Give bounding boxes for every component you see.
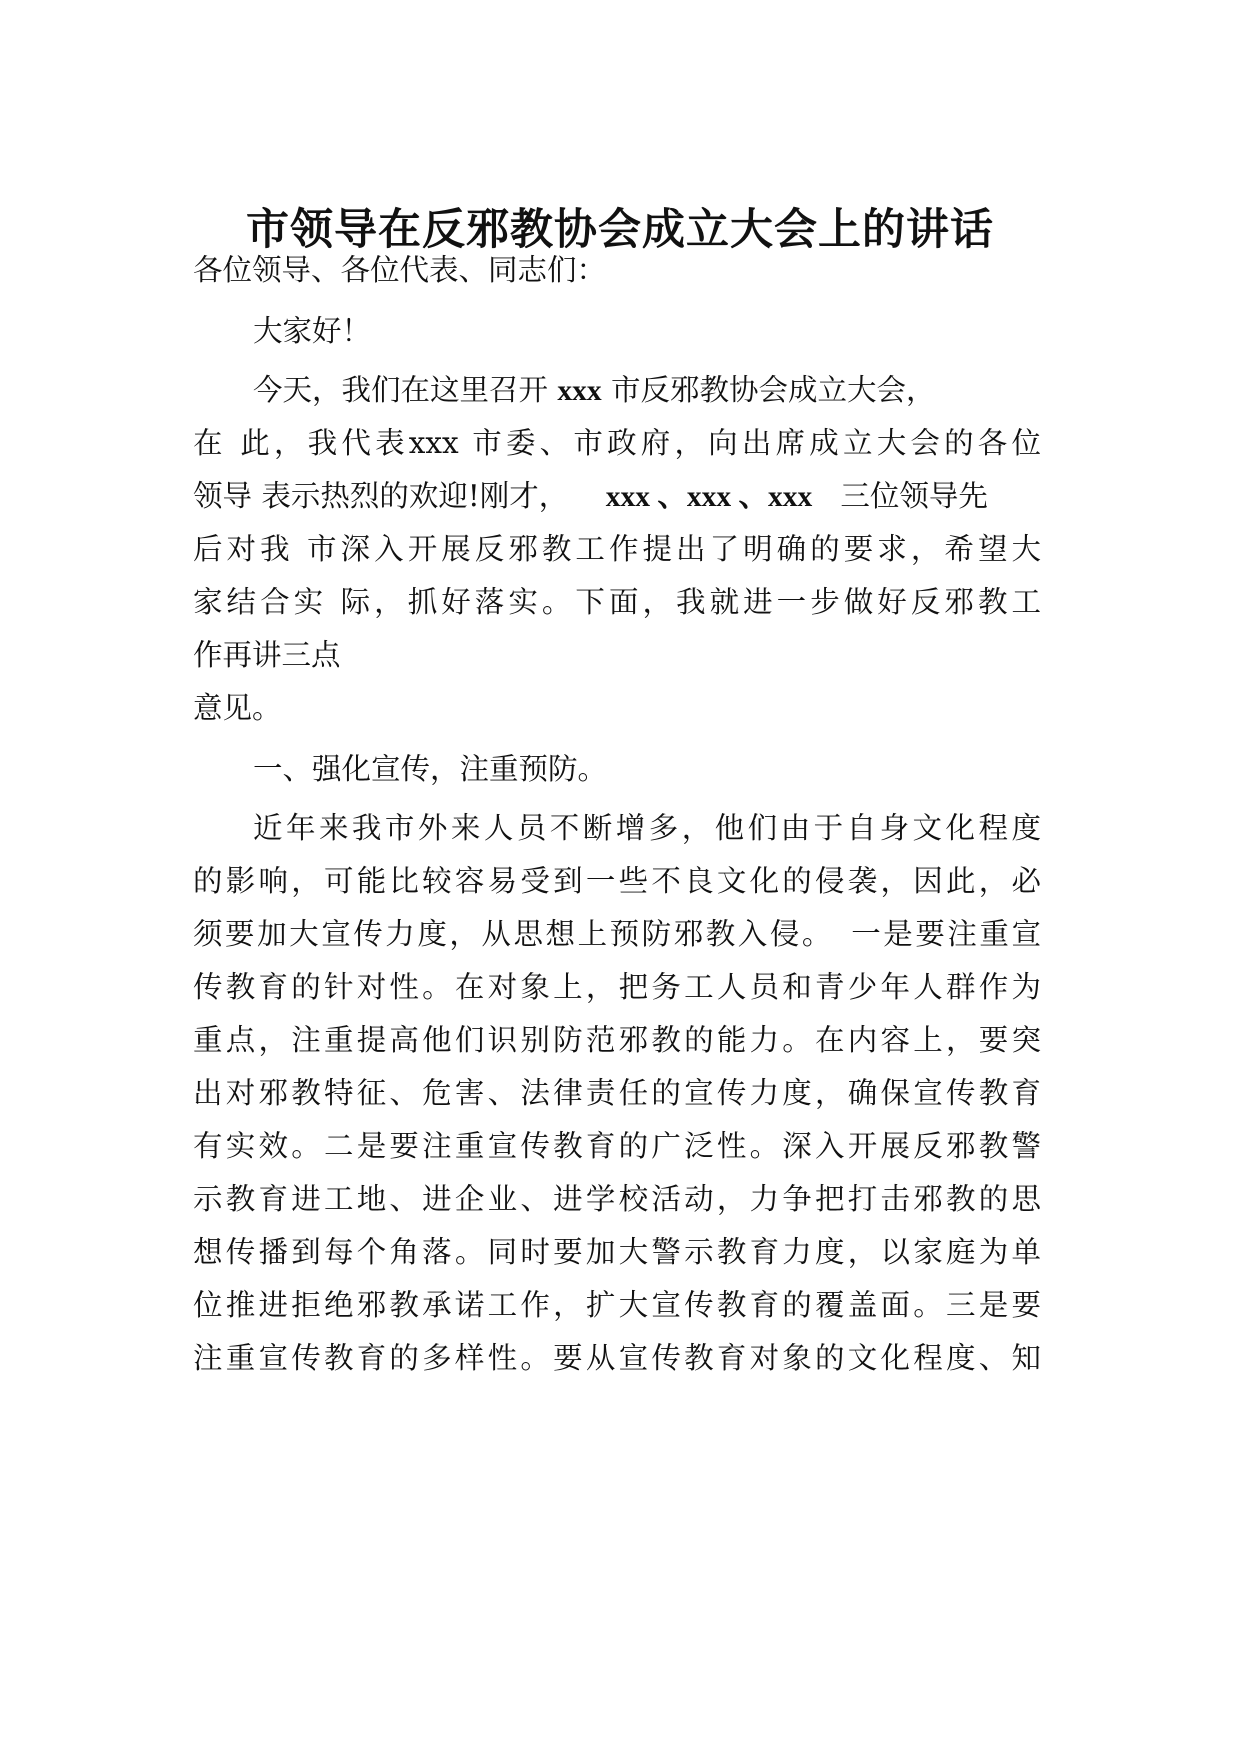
intro-line-1 [253, 370, 936, 410]
para1-line: 出对邪教特征、危害、法律责任的宣传力度，确保宣传教育 [193, 1076, 1041, 1110]
intro-line-6: 作再讲三点 [193, 638, 341, 672]
placeholder-name: xxx [557, 375, 602, 407]
para1-line: 示教育进工地、进企业、进学校活动，力争把打击邪教的思 [193, 1182, 1041, 1216]
intro-line-3 [193, 476, 988, 516]
para1-line: 须要加大宣传力度，从思想上预防邪教入侵。 一是要注重宣 [193, 917, 1041, 951]
para1-line: 位推进拒绝邪教承诺工作，扩大宣传教育的覆盖面。三是要 [193, 1288, 1041, 1322]
document-title: 市领导在反邪教协会成立大会上的讲话 [246, 205, 994, 255]
intro-text: 市反邪教协会成立大会， [611, 373, 936, 407]
para1-line: 有实效。二是要注重宣传教育的广泛性。深入开展反邪教警 [193, 1129, 1041, 1163]
intro-line-5: 家结合实 际，抓好落实。下面，我就进一步做好反邪教工 [193, 585, 1041, 619]
para1-line: 注重宣传教育的多样性。要从宣传教育对象的文化程度、知 [193, 1341, 1041, 1375]
intro-line-2: 在 此，我代表xxx 市委、市政府，向出席成立大会的各位 [193, 426, 1041, 460]
section-heading-1: 一、强化宣传，注重预防。 [253, 752, 608, 786]
para1-line: 近年来我市外来人员不断增多，他们由于自身文化程度 [253, 811, 1041, 845]
greeting: 大家好！ [253, 314, 372, 348]
salutation: 各位领导、各位代表、同志们： [193, 253, 607, 287]
intro-line-4: 后对我 市深入开展反邪教工作提出了明确的要求，希望大 [193, 532, 1041, 566]
intro-line-7: 意见。 [193, 691, 282, 725]
intro-text: 今天，我们在这里召开 [253, 373, 549, 407]
para1-line: 传教育的针对性。在对象上，把务工人员和青少年人群作为 [193, 970, 1041, 1004]
intro-text: 领导 表示热烈的欢迎!刚才， [193, 479, 569, 513]
para1-line: 重点，注重提高他们识别防范邪教的能力。在内容上，要突 [193, 1023, 1041, 1057]
para1-line: 的影响，可能比较容易受到一些不良文化的侵袭，因此，必 [193, 864, 1041, 898]
intro-text: 三位领导先 [840, 479, 988, 513]
para1-line: 想传播到每个角落。同时要加大警示教育力度，以家庭为单 [193, 1235, 1041, 1269]
placeholder-names: xxx 、xxx 、xxx [605, 481, 813, 513]
